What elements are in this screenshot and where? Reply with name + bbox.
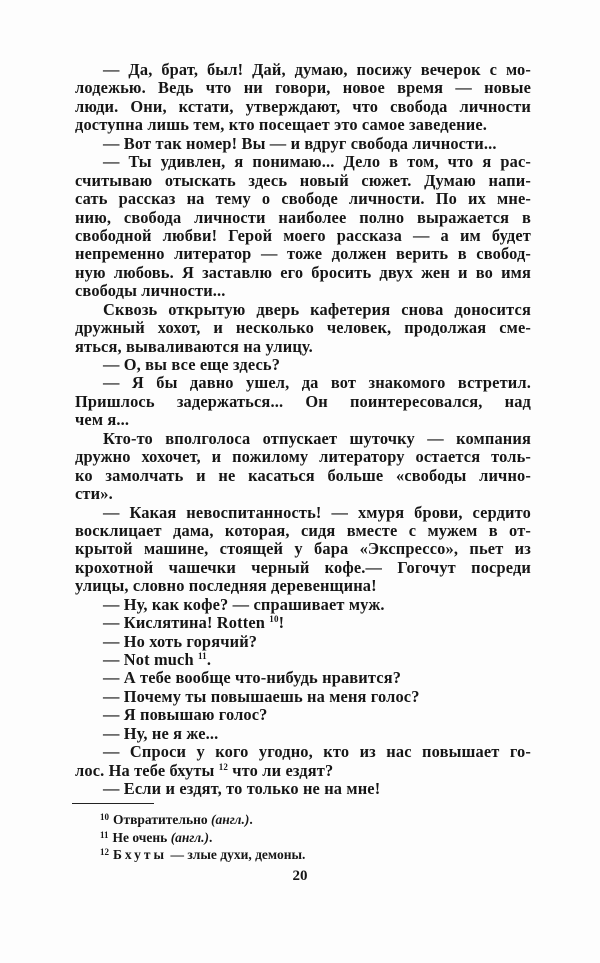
text-line: лодежью. Ведь что ни говори, новое время — новые [75,78,531,98]
footnote-number: 11 [100,829,109,840]
line-tail: ! [278,613,285,633]
text-line-with-footnote [75,614,531,632]
text-line: — О, вы все еще здесь? [103,355,281,374]
text-line: крохотной чашечки черный кофе.— Гогочут посреди [75,557,531,577]
text-line: считываю отыскать здесь новый сюжет. Думаю напи- [75,170,531,190]
text-line-with-footnote [75,651,531,669]
text-line: нию, свобода личности наиболее полно выражается в [75,207,531,227]
text-line: яться, вываливаются на улицу. [75,336,313,356]
text-line: Сквозь открытую дверь кафетерия снова доносится [103,299,531,319]
line-text: — Кислятина! Rotten [103,613,266,633]
text-line: сать рассказ на тему о свободе личности. По их мне- [75,189,531,209]
line-text: — Not much [103,650,194,669]
text-line: — Я бы давно ушел, да вот знакомого встретил. [103,373,531,393]
footnote-tail: . [249,812,253,827]
main-text [75,61,531,799]
text-line: — Если и ездят, то только не на мне! [103,779,381,799]
text-line: — Какая невоспитанность! — хмуря брови, сердито [103,502,531,522]
footnote-divider [72,803,154,804]
footnote-text: Не очень [112,829,171,845]
text-line: дружно хохочет, и пожилому литератору остается толь- [75,447,531,467]
footnote-ref-10[interactable]: 10 [269,614,279,625]
text-line: ко замолчать и не касаться больше «свободы лично- [75,465,531,485]
footnote-term: Бхуты [113,847,168,862]
footnote-tail: . [209,829,213,845]
footnote-11 [100,828,500,846]
footnotes [100,810,500,863]
footnote-ref-12[interactable]: 12 [218,761,229,772]
text-line: люди. Они, кстати, утверждают, что свобода личности [75,96,531,116]
text-line: свободы личности... [75,281,226,301]
footnote-number: 10 [100,812,109,822]
text-line: улицы, словно последняя деревенщина! [75,576,377,596]
text-line: — Ну, как кофе? — спрашивает муж. [103,594,385,614]
text-line: — Почему ты повышаешь на меня голос? [103,686,420,706]
footnote-text: Отвратительно [113,812,211,827]
page-number: 20 [292,868,308,884]
text-line: — А тебе вообще что-нибудь нравится? [103,668,402,688]
text-line: — Вот так номер! Вы — и вдруг свобода личности... [103,133,497,153]
line-tail: что ли ездят? [228,760,334,780]
footnote-12 [100,845,500,863]
line-tail: . [206,650,212,669]
text-line: — Спроси у кого угодно, кто из нас повышает го- [103,742,531,762]
text-line: Пришлось задержаться... Он поинтересовался, над [75,391,531,411]
text-line: — Ну, не я же... [103,723,219,743]
text-line: — Да, брат, был! Дай, думаю, посижу вечерок с мо- [103,60,531,79]
text-line-with-footnote [75,762,531,780]
text-line: Кто-то вполголоса отпускает шуточку — компания [103,428,531,448]
text-line: доступна лишь тем, кто посещает это самое заведение. [75,115,488,135]
footnote-lang-note: (англ.) [170,829,210,845]
footnote-number: 12 [100,847,109,857]
line-text: лос. На тебе бхуты [75,760,215,780]
text-line: ную любовь. Я заставлю его бросить двух жен и во имя [75,262,531,282]
text-line: непременно литератор — тоже должен верить в свобод- [75,244,531,264]
footnote-ref-11[interactable]: 11 [198,651,207,661]
text-line: восклицает дама, которая, сидя вместе с мужем в от- [75,520,531,540]
text-line: чем я... [75,410,130,430]
footnote-text: — злые духи, демоны. [167,847,306,862]
footnote-10 [100,810,500,828]
text-line: сти». [75,484,113,504]
text-line: дружный хохот, и несколько человек, продолжая сме- [75,318,531,338]
text-line: — Я повышаю голос? [103,705,268,725]
text-line: крытой машине, стоящей у бара «Экспрессо», пьет из [75,539,531,559]
text-line: свободной любви! Герой моего рассказа — а им будет [75,225,531,245]
text-line: — Ты удивлен, я понимаю... Дело в том, что я рас- [103,152,531,172]
text-line: — Но хоть горячий? [103,631,258,651]
footnote-lang-note: (англ.) [210,812,250,827]
